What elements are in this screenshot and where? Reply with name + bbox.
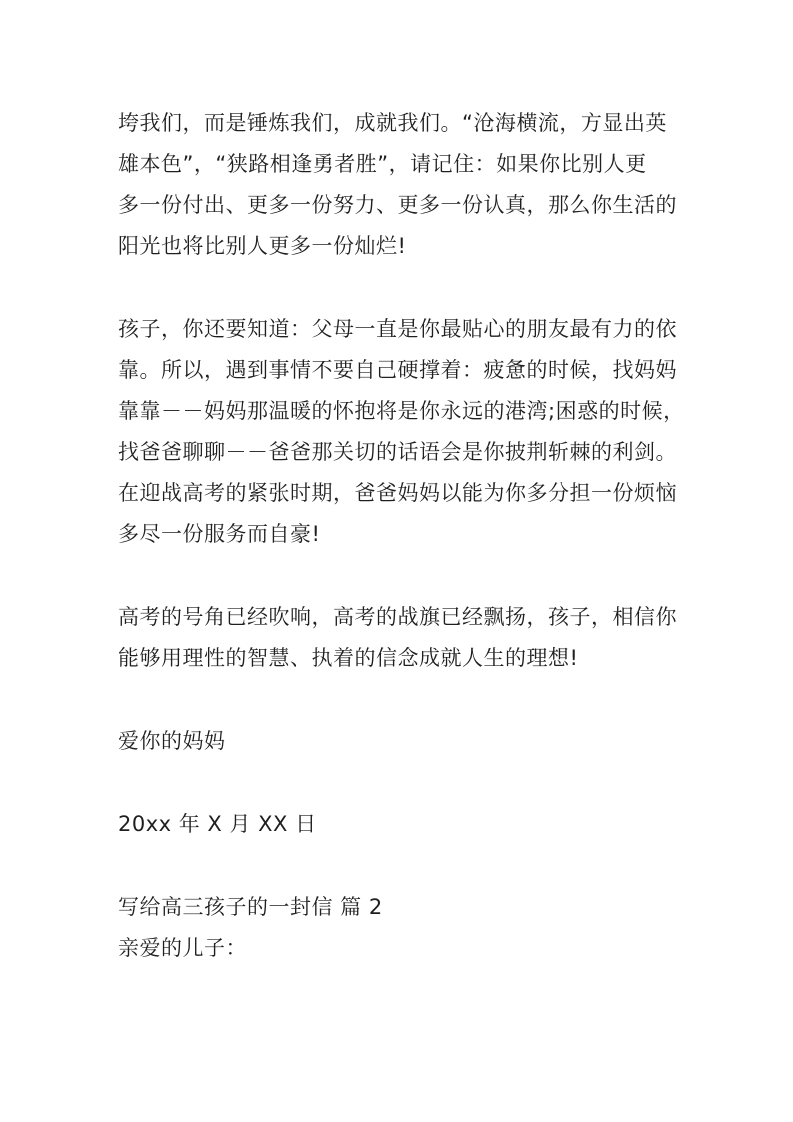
text-line: 高考的号角已经吹响，高考的战旗已经飘扬，孩子，相信你	[118, 605, 677, 629]
text-line: 能够用理性的智慧、执着的信念成就人生的理想!	[118, 646, 579, 670]
text-line: 20xx 年 X 月 XX 日	[118, 812, 317, 836]
text-line: 找爸爸聊聊－－爸爸那关切的话语会是你披荆斩棘的利剑。	[118, 440, 677, 464]
salutation	[118, 928, 684, 969]
text-line: 雄本色”，“狭路相逢勇者胜”，请记住：如果你比别人更	[118, 152, 647, 176]
text-line: 靠靠－－妈妈那温暖的怀抱将是你永远的港湾;困惑的时候，	[118, 399, 685, 423]
date-line	[118, 804, 684, 845]
text-line: 写给高三孩子的一封信 篇 2	[118, 895, 383, 919]
text-line: 爱你的妈妈	[118, 729, 226, 753]
text-line: 阳光也将比别人更多一份灿烂!	[118, 234, 407, 258]
text-line: 垮我们，而是锤炼我们，成就我们。“沧海横流，方显出英	[118, 111, 667, 135]
letter-paragraph-1	[118, 103, 684, 267]
text-line: 靠。所以，遇到事情不要自己硬撑着：疲惫的时候，找妈妈	[118, 358, 677, 382]
text-line: 孩子，你还要知道：父母一直是你最贴心的朋友最有力的依	[118, 317, 677, 341]
text-line: 在迎战高考的紧张时期，爸爸妈妈以能为你多分担一份烦恼	[118, 481, 677, 505]
text-line: 亲爱的儿子：	[118, 936, 247, 960]
letter-paragraph-2	[118, 309, 684, 555]
signature-line	[118, 721, 684, 762]
section-heading	[118, 887, 684, 928]
letter-body	[118, 103, 684, 1011]
letter-paragraph-3	[118, 597, 684, 679]
text-line: 多一份付出、更多一份努力、更多一份认真，那么你生活的	[118, 193, 677, 217]
text-line: 多尽一份服务而自豪!	[118, 522, 321, 546]
